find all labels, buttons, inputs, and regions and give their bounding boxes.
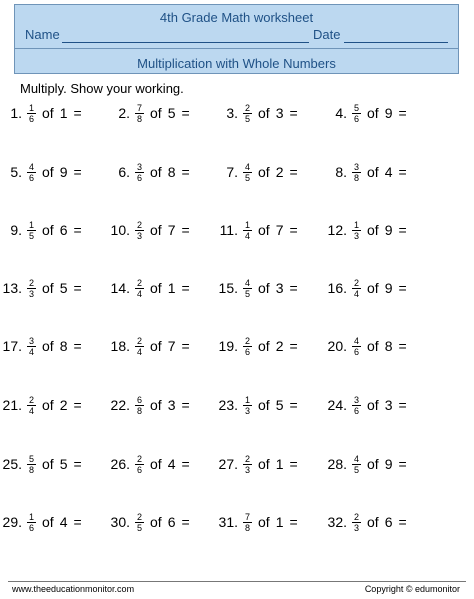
fraction bbox=[27, 278, 36, 299]
whole-number: 6 bbox=[167, 514, 176, 530]
fraction-denominator: 3 bbox=[354, 230, 360, 241]
whole-number: 9 bbox=[384, 222, 393, 238]
fraction-denominator: 8 bbox=[354, 172, 360, 183]
fraction-denominator: 6 bbox=[29, 522, 35, 533]
fraction-numerator: 4 bbox=[354, 453, 360, 464]
fraction bbox=[27, 220, 36, 241]
problem-number: 32. bbox=[327, 514, 347, 530]
fraction-denominator: 6 bbox=[354, 113, 360, 124]
fraction bbox=[243, 220, 252, 241]
problem-number: 18. bbox=[110, 338, 130, 354]
fraction bbox=[243, 336, 252, 357]
whole-number: 8 bbox=[167, 164, 176, 180]
problem-number: 14. bbox=[110, 280, 130, 296]
fraction-numerator: 1 bbox=[245, 219, 251, 230]
of-word: of bbox=[42, 514, 54, 530]
fraction-denominator: 3 bbox=[29, 288, 35, 299]
problem-item bbox=[313, 331, 407, 361]
problem-item bbox=[313, 215, 407, 245]
fraction-numerator: 1 bbox=[29, 219, 35, 230]
of-word: of bbox=[42, 164, 54, 180]
equals-sign: = bbox=[398, 456, 407, 472]
fraction-numerator: 3 bbox=[29, 335, 35, 346]
header-divider bbox=[15, 48, 458, 49]
fraction bbox=[352, 220, 361, 241]
fraction bbox=[135, 220, 144, 241]
fraction-numerator: 2 bbox=[354, 277, 360, 288]
fraction-numerator: 1 bbox=[245, 394, 251, 405]
fraction-numerator: 3 bbox=[354, 161, 360, 172]
of-word: of bbox=[42, 280, 54, 296]
fraction-denominator: 3 bbox=[245, 405, 251, 416]
of-word: of bbox=[367, 105, 379, 121]
fraction-denominator: 6 bbox=[29, 172, 35, 183]
problem-item bbox=[96, 331, 190, 361]
equals-sign: = bbox=[289, 397, 298, 413]
problem-number: 7. bbox=[226, 164, 238, 180]
fraction-denominator: 8 bbox=[29, 464, 35, 475]
equals-sign: = bbox=[289, 338, 298, 354]
problem-number: 4. bbox=[335, 105, 347, 121]
fraction-numerator: 3 bbox=[137, 161, 143, 172]
problem-item bbox=[0, 157, 82, 187]
problem-item bbox=[96, 273, 190, 303]
of-word: of bbox=[258, 397, 270, 413]
of-word: of bbox=[258, 164, 270, 180]
problem-item bbox=[313, 98, 407, 128]
problem-item bbox=[204, 157, 298, 187]
of-word: of bbox=[258, 456, 270, 472]
whole-number: 7 bbox=[167, 338, 176, 354]
fraction-numerator: 3 bbox=[354, 394, 360, 405]
of-word: of bbox=[367, 338, 379, 354]
fraction-denominator: 3 bbox=[137, 230, 143, 241]
fraction-numerator: 4 bbox=[245, 161, 251, 172]
whole-number: 2 bbox=[59, 397, 68, 413]
problem-number: 17. bbox=[2, 338, 22, 354]
whole-number: 1 bbox=[59, 105, 68, 121]
fraction bbox=[27, 454, 36, 475]
fraction bbox=[352, 454, 361, 475]
of-word: of bbox=[367, 514, 379, 530]
fraction-denominator: 5 bbox=[245, 288, 251, 299]
of-word: of bbox=[42, 338, 54, 354]
fraction bbox=[27, 336, 36, 357]
problem-item bbox=[204, 331, 298, 361]
of-word: of bbox=[367, 456, 379, 472]
fraction-numerator: 4 bbox=[354, 335, 360, 346]
equals-sign: = bbox=[289, 164, 298, 180]
of-word: of bbox=[150, 105, 162, 121]
equals-sign: = bbox=[398, 397, 407, 413]
equals-sign: = bbox=[398, 514, 407, 530]
fraction-denominator: 6 bbox=[29, 113, 35, 124]
worksheet-header bbox=[14, 4, 459, 74]
problem-number: 30. bbox=[110, 514, 130, 530]
problem-item bbox=[313, 449, 407, 479]
of-word: of bbox=[150, 222, 162, 238]
fraction bbox=[27, 162, 36, 183]
of-word: of bbox=[150, 456, 162, 472]
problem-number: 9. bbox=[10, 222, 22, 238]
problem-number: 23. bbox=[218, 397, 238, 413]
fraction-numerator: 2 bbox=[245, 453, 251, 464]
fraction-numerator: 1 bbox=[29, 511, 35, 522]
fraction-numerator: 4 bbox=[29, 161, 35, 172]
whole-number: 5 bbox=[59, 280, 68, 296]
whole-number: 3 bbox=[275, 280, 284, 296]
date-blank-line bbox=[344, 42, 448, 43]
equals-sign: = bbox=[398, 222, 407, 238]
of-word: of bbox=[42, 456, 54, 472]
of-word: of bbox=[150, 397, 162, 413]
equals-sign: = bbox=[398, 280, 407, 296]
fraction-denominator: 8 bbox=[137, 405, 143, 416]
problem-item bbox=[96, 390, 190, 420]
fraction bbox=[135, 278, 144, 299]
whole-number: 2 bbox=[275, 338, 284, 354]
of-word: of bbox=[258, 338, 270, 354]
fraction-denominator: 6 bbox=[137, 464, 143, 475]
equals-sign: = bbox=[73, 338, 82, 354]
fraction-denominator: 3 bbox=[354, 522, 360, 533]
fraction-numerator: 6 bbox=[137, 394, 143, 405]
whole-number: 7 bbox=[275, 222, 284, 238]
fraction bbox=[352, 336, 361, 357]
fraction bbox=[243, 162, 252, 183]
equals-sign: = bbox=[181, 397, 190, 413]
fraction-numerator: 1 bbox=[29, 102, 35, 113]
of-word: of bbox=[258, 105, 270, 121]
equals-sign: = bbox=[181, 338, 190, 354]
fraction-denominator: 6 bbox=[354, 346, 360, 357]
problem-item bbox=[204, 390, 298, 420]
problem-item bbox=[96, 157, 190, 187]
problem-number: 10. bbox=[110, 222, 130, 238]
equals-sign: = bbox=[73, 397, 82, 413]
fraction-numerator: 1 bbox=[354, 219, 360, 230]
fraction-numerator: 5 bbox=[354, 102, 360, 113]
whole-number: 9 bbox=[384, 456, 393, 472]
equals-sign: = bbox=[73, 222, 82, 238]
of-word: of bbox=[150, 514, 162, 530]
of-word: of bbox=[258, 280, 270, 296]
problem-number: 16. bbox=[327, 280, 347, 296]
fraction-numerator: 2 bbox=[29, 394, 35, 405]
problem-number: 13. bbox=[2, 280, 22, 296]
name-label: Name bbox=[25, 27, 60, 42]
problem-number: 12. bbox=[327, 222, 347, 238]
problem-item bbox=[0, 273, 82, 303]
equals-sign: = bbox=[289, 222, 298, 238]
problem-item bbox=[313, 273, 407, 303]
fraction-denominator: 4 bbox=[245, 230, 251, 241]
fraction-numerator: 2 bbox=[354, 511, 360, 522]
fraction bbox=[135, 336, 144, 357]
problem-number: 15. bbox=[218, 280, 238, 296]
problem-item bbox=[96, 98, 190, 128]
whole-number: 9 bbox=[384, 105, 393, 121]
equals-sign: = bbox=[289, 514, 298, 530]
fraction bbox=[243, 454, 252, 475]
of-word: of bbox=[367, 280, 379, 296]
footer-copyright: Copyright © edumonitor bbox=[364, 584, 460, 594]
whole-number: 5 bbox=[167, 105, 176, 121]
fraction bbox=[243, 512, 252, 533]
fraction-denominator: 6 bbox=[245, 346, 251, 357]
instructions: Multiply. Show your working. bbox=[20, 81, 184, 96]
problem-number: 22. bbox=[110, 397, 130, 413]
fraction-denominator: 4 bbox=[137, 288, 143, 299]
of-word: of bbox=[367, 222, 379, 238]
problem-item bbox=[313, 157, 407, 187]
problem-item bbox=[0, 215, 82, 245]
of-word: of bbox=[258, 514, 270, 530]
fraction bbox=[352, 103, 361, 124]
equals-sign: = bbox=[289, 280, 298, 296]
fraction-denominator: 4 bbox=[29, 405, 35, 416]
fraction bbox=[135, 395, 144, 416]
fraction-numerator: 2 bbox=[137, 219, 143, 230]
fraction bbox=[243, 278, 252, 299]
of-word: of bbox=[150, 338, 162, 354]
whole-number: 7 bbox=[167, 222, 176, 238]
fraction-denominator: 5 bbox=[29, 230, 35, 241]
whole-number: 1 bbox=[275, 456, 284, 472]
fraction-denominator: 5 bbox=[245, 113, 251, 124]
equals-sign: = bbox=[398, 338, 407, 354]
problem-item bbox=[313, 390, 407, 420]
equals-sign: = bbox=[73, 164, 82, 180]
fraction-numerator: 4 bbox=[245, 277, 251, 288]
fraction-numerator: 7 bbox=[245, 511, 251, 522]
worksheet-subtitle: Multiplication with Whole Numbers bbox=[137, 56, 336, 71]
whole-number: 6 bbox=[59, 222, 68, 238]
problem-number: 3. bbox=[226, 105, 238, 121]
equals-sign: = bbox=[181, 514, 190, 530]
problem-item bbox=[96, 449, 190, 479]
fraction-numerator: 2 bbox=[245, 102, 251, 113]
problem-number: 31. bbox=[218, 514, 238, 530]
fraction bbox=[27, 395, 36, 416]
fraction-numerator: 7 bbox=[137, 102, 143, 113]
equals-sign: = bbox=[73, 456, 82, 472]
problem-number: 20. bbox=[327, 338, 347, 354]
fraction-numerator: 2 bbox=[245, 335, 251, 346]
of-word: of bbox=[150, 280, 162, 296]
fraction-denominator: 5 bbox=[137, 522, 143, 533]
equals-sign: = bbox=[398, 105, 407, 121]
fraction-denominator: 8 bbox=[245, 522, 251, 533]
equals-sign: = bbox=[73, 514, 82, 530]
of-word: of bbox=[42, 397, 54, 413]
of-word: of bbox=[42, 105, 54, 121]
equals-sign: = bbox=[398, 164, 407, 180]
whole-number: 3 bbox=[275, 105, 284, 121]
fraction bbox=[352, 162, 361, 183]
problem-item bbox=[204, 215, 298, 245]
problem-item bbox=[204, 449, 298, 479]
problem-number: 27. bbox=[218, 456, 238, 472]
whole-number: 3 bbox=[384, 397, 393, 413]
problem-item bbox=[96, 507, 190, 537]
whole-number: 5 bbox=[59, 456, 68, 472]
whole-number: 5 bbox=[275, 397, 284, 413]
equals-sign: = bbox=[289, 105, 298, 121]
fraction bbox=[243, 395, 252, 416]
fraction bbox=[352, 512, 361, 533]
name-blank-line bbox=[62, 42, 309, 43]
problem-number: 29. bbox=[2, 514, 22, 530]
fraction-denominator: 4 bbox=[29, 346, 35, 357]
whole-number: 8 bbox=[59, 338, 68, 354]
equals-sign: = bbox=[73, 280, 82, 296]
footer-website: www.theeducationmonitor.com bbox=[12, 584, 135, 594]
problem-number: 26. bbox=[110, 456, 130, 472]
fraction-denominator: 4 bbox=[137, 346, 143, 357]
whole-number: 1 bbox=[275, 514, 284, 530]
equals-sign: = bbox=[181, 456, 190, 472]
fraction-denominator: 6 bbox=[354, 405, 360, 416]
fraction-denominator: 8 bbox=[137, 113, 143, 124]
fraction-numerator: 2 bbox=[137, 277, 143, 288]
fraction bbox=[243, 103, 252, 124]
fraction bbox=[135, 454, 144, 475]
whole-number: 9 bbox=[384, 280, 393, 296]
equals-sign: = bbox=[181, 164, 190, 180]
equals-sign: = bbox=[181, 280, 190, 296]
fraction-numerator: 2 bbox=[137, 335, 143, 346]
fraction bbox=[135, 103, 144, 124]
problem-item bbox=[204, 273, 298, 303]
problem-item bbox=[204, 98, 298, 128]
problem-item bbox=[96, 215, 190, 245]
fraction-numerator: 2 bbox=[137, 453, 143, 464]
fraction-numerator: 5 bbox=[29, 453, 35, 464]
fraction bbox=[27, 103, 36, 124]
equals-sign: = bbox=[73, 105, 82, 121]
problem-item bbox=[0, 390, 82, 420]
fraction bbox=[27, 512, 36, 533]
date-label: Date bbox=[313, 27, 341, 42]
whole-number: 4 bbox=[167, 456, 176, 472]
problem-item bbox=[0, 449, 82, 479]
problem-number: 8. bbox=[335, 164, 347, 180]
problem-number: 19. bbox=[218, 338, 238, 354]
problem-number: 5. bbox=[10, 164, 22, 180]
problem-number: 2. bbox=[118, 105, 130, 121]
whole-number: 9 bbox=[59, 164, 68, 180]
fraction-denominator: 6 bbox=[137, 172, 143, 183]
of-word: of bbox=[150, 164, 162, 180]
worksheet-title: 4th Grade Math worksheet bbox=[159, 10, 314, 25]
problem-item bbox=[313, 507, 407, 537]
fraction-denominator: 5 bbox=[354, 464, 360, 475]
whole-number: 2 bbox=[275, 164, 284, 180]
fraction bbox=[135, 162, 144, 183]
whole-number: 3 bbox=[167, 397, 176, 413]
problem-number: 24. bbox=[327, 397, 347, 413]
fraction-numerator: 2 bbox=[137, 511, 143, 522]
equals-sign: = bbox=[181, 222, 190, 238]
problem-number: 25. bbox=[2, 456, 22, 472]
fraction-denominator: 5 bbox=[245, 172, 251, 183]
problem-number: 6. bbox=[118, 164, 130, 180]
fraction bbox=[352, 395, 361, 416]
footer-divider bbox=[8, 581, 466, 582]
of-word: of bbox=[258, 222, 270, 238]
whole-number: 4 bbox=[59, 514, 68, 530]
problem-item bbox=[0, 98, 82, 128]
problem-item bbox=[204, 507, 298, 537]
problem-item bbox=[0, 331, 82, 361]
equals-sign: = bbox=[181, 105, 190, 121]
of-word: of bbox=[367, 164, 379, 180]
fraction-denominator: 4 bbox=[354, 288, 360, 299]
problem-number: 1. bbox=[10, 105, 22, 121]
fraction bbox=[352, 278, 361, 299]
fraction-denominator: 3 bbox=[245, 464, 251, 475]
whole-number: 8 bbox=[384, 338, 393, 354]
problem-number: 28. bbox=[327, 456, 347, 472]
fraction-numerator: 2 bbox=[29, 277, 35, 288]
problem-number: 21. bbox=[2, 397, 22, 413]
of-word: of bbox=[42, 222, 54, 238]
whole-number: 4 bbox=[384, 164, 393, 180]
problem-item bbox=[0, 507, 82, 537]
problem-number: 11. bbox=[219, 222, 238, 238]
whole-number: 6 bbox=[384, 514, 393, 530]
whole-number: 1 bbox=[167, 280, 176, 296]
equals-sign: = bbox=[289, 456, 298, 472]
fraction bbox=[135, 512, 144, 533]
of-word: of bbox=[367, 397, 379, 413]
